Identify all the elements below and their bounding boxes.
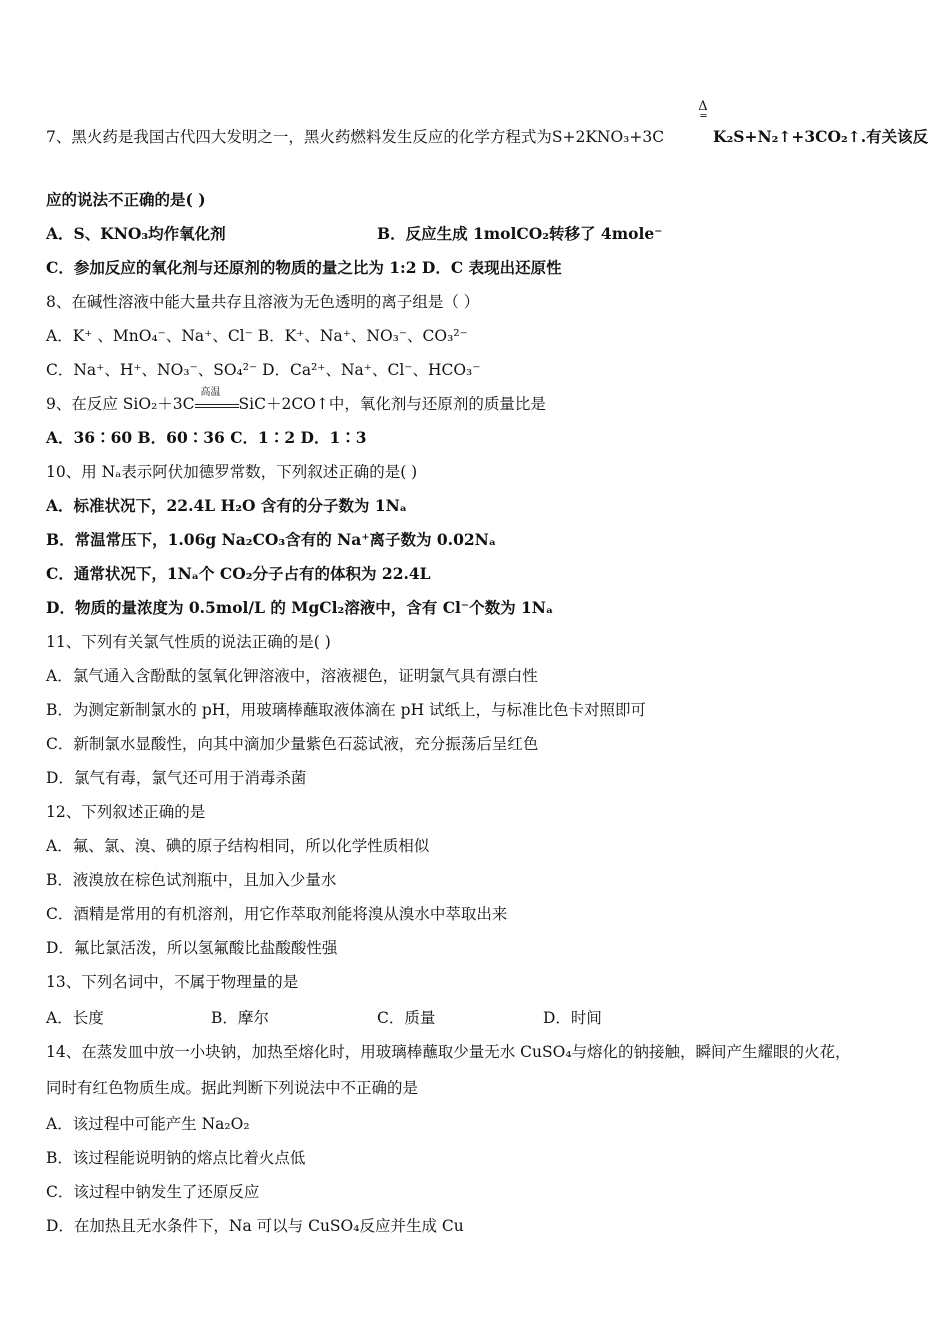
q11-option-a: A．氯气通入含酚酞的氢氧化钾溶液中，溶液褪色，证明氯气具有漂白性: [46, 667, 538, 685]
q12-stem: 12、下列叙述正确的是: [46, 803, 206, 821]
q12-option-c: C．酒精是常用的有机溶剂，用它作萃取剂能将溴从溴水中萃取出来: [46, 905, 508, 923]
q7-stem-line1: [46, 127, 664, 147]
q14-option-a: A．该过程中可能产生 Na₂O₂: [46, 1115, 250, 1133]
q10-option-d: D．物质的量浓度为 0.5mol/L 的 MgCl₂溶液中，含有 Cl⁻个数为 1Nₐ: [46, 598, 554, 617]
q8-option-ab: A．K⁺ 、MnO₄⁻、Na⁺、Cl⁻ B．K⁺、Na⁺、NO₃⁻、CO₃²⁻: [46, 327, 468, 345]
q13-stem: 13、下列名词中，不属于物理量的是: [46, 973, 299, 991]
q9-stem: [46, 387, 546, 414]
q8-stem: 8、在碱性溶液中能大量共存且溶液为无色透明的离子组是（ ）: [46, 293, 480, 311]
q13-option-d: D．时间: [543, 1009, 602, 1027]
high-temp-label: 高温: [200, 387, 221, 398]
q7-stem-part1: 7、黑火药是我国古代四大发明之一，黑火药燃料发生反应的化学方程式为S+2KNO₃+3C: [46, 128, 665, 146]
q10-option-a: A．标准状况下，22.4L H₂O 含有的分子数为 1Nₐ: [46, 496, 407, 515]
q14-option-d: D．在加热且无水条件下，Na 可以与 CuSO₄反应并生成 Cu: [46, 1217, 464, 1235]
q13-option-b: B．摩尔: [211, 1009, 269, 1027]
q13-option-c: C．质量: [377, 1009, 436, 1027]
q9-stem-part2: SiC＋2CO↑中，氧化剂与还原剂的质量比是: [238, 395, 546, 413]
q14-option-b: B．该过程能说明钠的熔点比着火点低: [46, 1149, 306, 1167]
q11-stem: 11、下列有关氯气性质的说法正确的是( ): [46, 633, 331, 651]
q8-option-cd: C．Na⁺、H⁺、NO₃⁻、SO₄²⁻ D．Ca²⁺、Na⁺、Cl⁻、HCO₃⁻: [46, 361, 481, 379]
q7-option-cd: C．参加反应的氧化剂与还原剂的物质的量之比为 1:2 D．C 表现出还原性: [46, 258, 562, 277]
delta-symbol: Δ: [698, 99, 708, 114]
equals-bar: ═: [700, 111, 706, 122]
high-temp-condition: [195, 387, 239, 414]
q10-option-c: C．通常状况下，1Nₐ个 CO₂分子占有的体积为 22.4L: [46, 564, 431, 583]
q12-option-d: D．氟比氯活泼，所以氢氟酸比盐酸酸性强: [46, 939, 338, 957]
reaction-heat-condition: [692, 100, 714, 120]
q7-option-a: A．S、KNO₃均作氧化剂: [46, 224, 226, 243]
q12-option-b: B．液溴放在棕色试剂瓶中，且加入少量水: [46, 871, 337, 889]
q14-option-c: C．该过程中钠发生了还原反应: [46, 1183, 260, 1201]
q11-option-b: B．为测定新制氯水的 pH，用玻璃棒蘸取液体滴在 pH 试纸上，与标准比色卡对照即可: [46, 701, 647, 719]
q9-stem-part1: 9、在反应 SiO₂＋3C: [46, 395, 195, 413]
q9-options: A．36∶60 B．60∶36 C．1∶2 D．1∶3: [46, 428, 367, 447]
q13-option-a: A．长度: [46, 1009, 104, 1027]
q7-stem-line2: 应的说法不正确的是( ): [46, 190, 206, 209]
q7-stem-products: K₂S+N₂↑+3CO₂↑.有关该反: [713, 127, 929, 146]
q10-stem: 10、用 Nₐ表示阿伏加德罗常数，下列叙述正确的是( ): [46, 463, 418, 481]
q14-stem-line1: 14、在蒸发皿中放一小块钠，加热至熔化时，用玻璃棒蘸取少量无水 CuSO₄与熔化的钠接触，瞬间产生耀眼的火花，: [46, 1043, 851, 1061]
q14-stem-line2: 同时有红色物质生成。据此判断下列说法中不正确的是: [46, 1079, 419, 1097]
q11-option-d: D．氯气有毒，氯气还可用于消毒杀菌: [46, 769, 307, 787]
q7-option-b: B．反应生成 1molCO₂转移了 4mole⁻: [377, 224, 663, 243]
q12-option-a: A．氟、氯、溴、碘的原子结构相同，所以化学性质相似: [46, 837, 430, 855]
q10-option-b: B．常温常压下，1.06g Na₂CO₃含有的 Na⁺离子数为 0.02Nₐ: [46, 530, 497, 549]
q11-option-c: C．新制氯水显酸性，向其中滴加少量紫色石蕊试液，充分振荡后呈红色: [46, 735, 539, 753]
